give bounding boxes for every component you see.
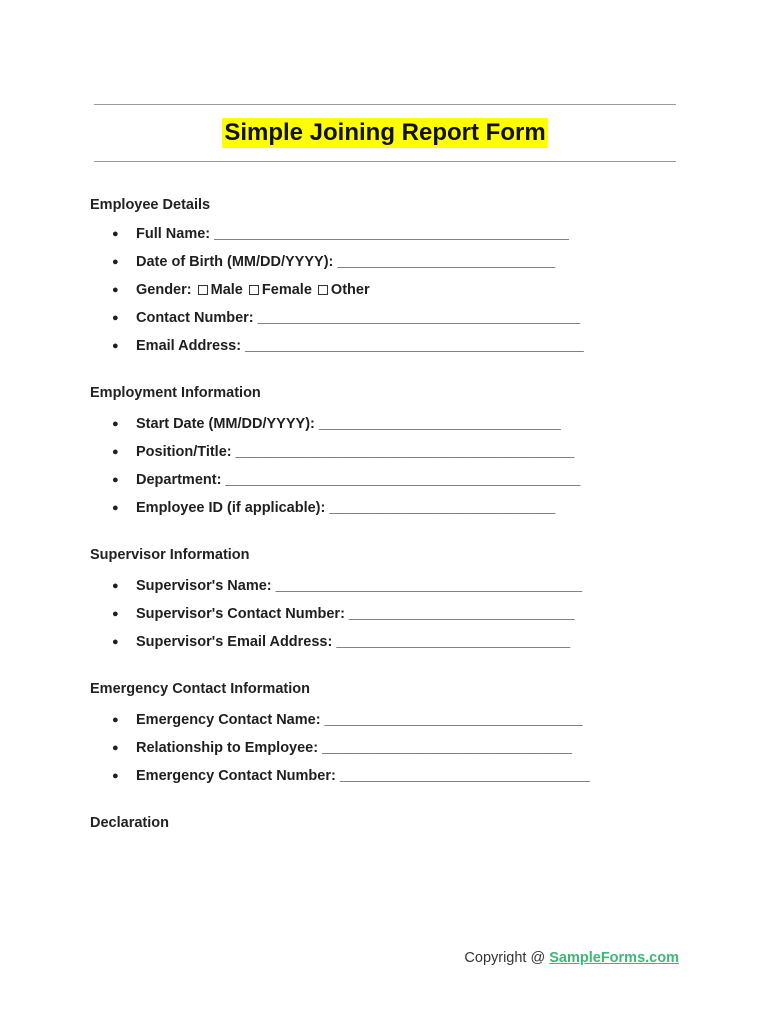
bullet-icon: ● [112, 446, 119, 458]
top-rule [94, 104, 676, 105]
bullet-icon: ● [112, 418, 119, 430]
field-list [90, 572, 690, 656]
field-label: Date of Birth (MM/DD/YYYY): ___________________________ [136, 254, 556, 270]
gender-option-other: Other [330, 282, 370, 298]
field-label: Start Date (MM/DD/YYYY): ______________________________ [136, 416, 561, 432]
checkbox-male[interactable] [198, 285, 208, 295]
section-heading: Employment Information [90, 385, 261, 401]
gender-option-female: Female [261, 282, 312, 298]
bullet-icon: ● [112, 770, 119, 782]
field-employee-id[interactable] [90, 494, 690, 522]
bullet-icon: ● [112, 502, 119, 514]
page-title: Simple Joining Report Form [224, 119, 546, 146]
bullet-icon: ● [112, 608, 119, 620]
bullet-icon: ● [112, 284, 119, 296]
title-wrap [0, 118, 770, 148]
field-label: Position/Title: __________________________________________ [136, 444, 575, 460]
section-heading: Declaration [90, 815, 169, 831]
field-supervisor-contact-number[interactable] [90, 600, 690, 628]
field-emergency-contact-name[interactable] [90, 706, 690, 734]
field-date-of-birth[interactable] [90, 248, 690, 276]
gender-group [136, 276, 370, 304]
gender-option-male: Male [210, 282, 243, 298]
copyright-footer [464, 950, 679, 966]
brand-link[interactable]: SampleForms.com [549, 950, 679, 966]
field-department[interactable] [90, 466, 690, 494]
field-label: Email Address: __________________________________________ [136, 338, 584, 354]
field-label: Contact Number: ________________________________________ [136, 310, 581, 326]
field-contact-number[interactable] [90, 304, 690, 332]
field-supervisor-name[interactable] [90, 572, 690, 600]
field-label: Emergency Contact Name: ________________________________ [136, 712, 583, 728]
field-list [90, 220, 690, 360]
checkbox-other[interactable] [318, 285, 328, 295]
field-list [90, 410, 690, 522]
section-heading: Supervisor Information [90, 547, 250, 563]
section-heading: Employee Details [90, 197, 211, 213]
field-supervisor-email[interactable] [90, 628, 690, 656]
field-start-date[interactable] [90, 410, 690, 438]
field-list [90, 706, 690, 790]
bullet-icon: ● [112, 228, 119, 240]
field-relationship[interactable] [90, 734, 690, 762]
gender-label: Gender: [136, 282, 192, 298]
section-declaration [90, 813, 690, 833]
copyright-text: Copyright @ [464, 950, 550, 966]
field-label: Employee ID (if applicable): ____________________________ [136, 500, 556, 516]
bullet-icon: ● [112, 714, 119, 726]
section-emergency-contact [90, 679, 690, 790]
bullet-icon: ● [112, 340, 119, 352]
bottom-rule [94, 161, 676, 162]
field-label: Relationship to Employee: _______________________________ [136, 740, 573, 756]
bullet-icon: ● [112, 312, 119, 324]
field-label: Supervisor's Contact Number: ____________________________ [136, 606, 575, 622]
bullet-icon: ● [112, 636, 119, 648]
section-heading: Emergency Contact Information [90, 681, 310, 697]
section-employee-details [90, 195, 690, 360]
section-employment-information [90, 383, 690, 522]
bullet-icon: ● [112, 580, 119, 592]
field-label: Department: ____________________________________________ [136, 472, 581, 488]
field-full-name[interactable] [90, 220, 690, 248]
field-emergency-contact-number[interactable] [90, 762, 690, 790]
field-label: Supervisor's Name: ______________________________________ [136, 578, 583, 594]
checkbox-female[interactable] [249, 285, 259, 295]
field-email-address[interactable] [90, 332, 690, 360]
field-label: Emergency Contact Number: _______________________________ [136, 768, 590, 784]
bullet-icon: ● [112, 742, 119, 754]
field-position-title[interactable] [90, 438, 690, 466]
field-gender [90, 276, 690, 304]
bullet-icon: ● [112, 474, 119, 486]
field-label: Full Name: ____________________________________________ [136, 226, 569, 242]
bullet-icon: ● [112, 256, 119, 268]
field-label: Supervisor's Email Address: _____________________________ [136, 634, 571, 650]
section-supervisor-information [90, 545, 690, 656]
